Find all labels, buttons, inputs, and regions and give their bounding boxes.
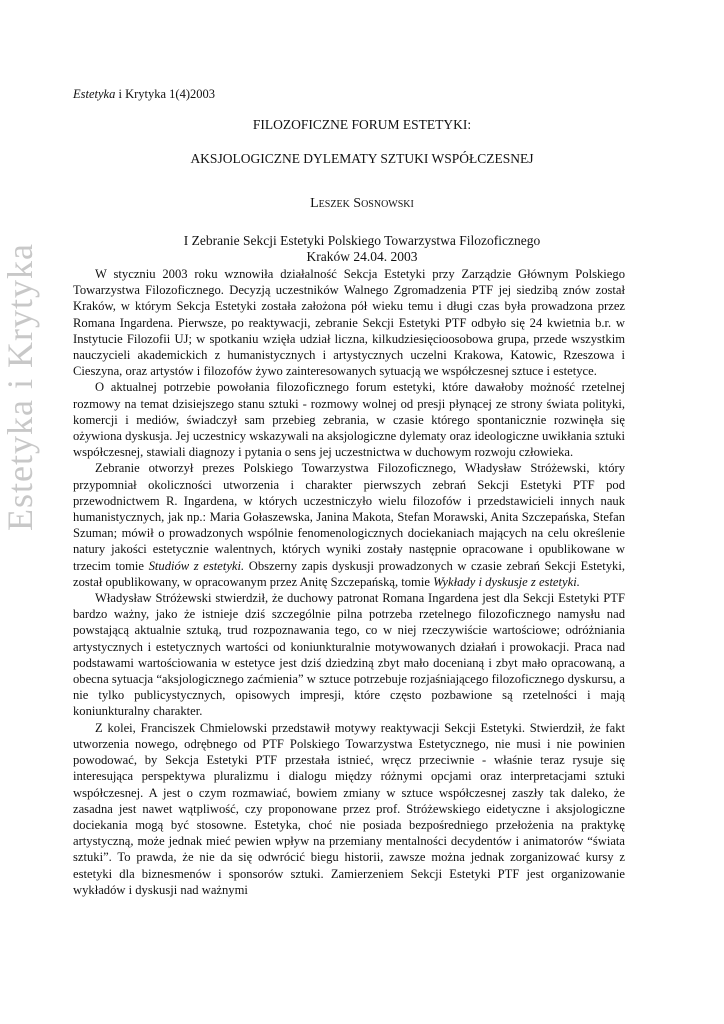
journal-name: Estetyka [73,87,116,101]
event-place-date: Kraków 24.04. 2003 [306,249,418,264]
event-info [0,233,724,265]
paragraph-3-title-wyklady: Wykłady i dyskusje z estetyki. [433,574,580,589]
paragraph-3 [73,460,625,590]
paragraph-3-text-a: Zebranie otworzył prezes Polskiego Towarzystwa Filozoficznego, Władysław Stróżewski, który przypomniał okoliczności utworzenia i charakter pierwszych zebrań Sekcji Estetyki PTF pod przewodnictwem R. Ingardena, w których uczestniczyło wielu filozofów i przedstawicieli innych nauk humanistycznych, jak np.: Maria Gołaszewska, Janina Makota, Stefan Morawski, Anita Szczepańska, Stefan Szuman; mówił o prowadzonych wspólnie fenomenologicznych dociekaniach mających na celu określenie natury jakości estetycznie walentnych, których wyniki zostały następnie opracowane i opublikowane w trzecim tomie [73,461,625,573]
title-line-1: FILOZOFICZNE FORUM ESTETYKI: [252,117,472,132]
paragraph-4: Władysław Stróżewski stwierdził, że duchowy patronat Romana Ingardena jest dla Sekcji Estetyki PTF bardzo ważny, jako że istnieje dziś szczególnie pilna potrzeba rzetelnego filozoficznego namysłu nad powstającą aktualnie sztuką, trud rozpoznawania tego, co w niej rzeczywiście wartościowe; odróżniania artystycznych i estetycznych wartości od koniunkturalnie motywowanych działań i prowokacji. Praca nad podstawami wartościowania w estetyce jest dziś dziedziną zbyt mało docenianą i zbyt mało opracowaną, a obecna sytuacja “aksjologicznego zaćmienia” w sztuce potrzebuje rozjaśniającego filozoficznego dyskursu, a nie tylko publicystycznych, opisowych impresji, które często pozbawione są rzetelności i mają koniunkturalny charakter. [73,591,625,719]
paragraph-3-title-studiow: Studiów z estetyki. [148,558,245,573]
watermark: Estetyka i Krytyka [0,243,40,531]
event-title: I Zebranie Sekcji Estetyki Polskiego Towarzystwa Filozoficznego [183,233,541,248]
journal-issue: i Krytyka 1(4)2003 [115,87,215,101]
title-line-2: AKSJOLOGICZNE DYLEMATY SZTUKI WSPÓŁCZESNEJ [190,151,534,166]
paragraph-3-text-b: Obszerny zapis dyskusji prowadzonych w czasie zebrań Sekcji Estetyki, został opublikowany, w opracowanym przez Anitę Szczepańską, tomie [73,558,625,589]
author-name: Leszek Sosnowski [310,196,414,211]
paragraph-5: Z kolei, Franciszek Chmielowski przedstawił motywy reaktywacji Sekcji Estetyki. Stwierdził, że fakt utworzenia nowego, odrębnego od PTF Polskiego Towarzystwa Estetycznego, nie musi i nie powinien powodować, by Sekcja Estetyki PTF przestała istnieć, wręcz przeciwnie - właśnie teraz rysuje się interesująca perspektywa pluralizmu i dialogu między różnymi opcjami oraz interpretacjami sztuki współczesnej. A jest o czym rozmawiać, bowiem zmiany w sztuce współczesnej zaszły tak daleko, że zasadna jest nawet wątpliwość, czy proponowane przez prof. Stróżewskiego eidetyczne i aksjologiczne dociekania mogą być stosowne. Estetyka, choć nie posiada bezpośredniego przełożenia na praktykę artystyczną, może jednak mieć pewien wpływ na przemiany mentalności decydentów i animatorów “świata sztuki”. To prawda, że nie da się odwrócić biegu historii, zawsze można jednak zorganizować kursy z estetyki dla biznesmenów i sponsorów sztuki. Zamierzeniem Sekcji Estetyki PTF jest organizowanie wykładów i dyskusji nad ważnymi [73,720,625,897]
journal-reference [73,87,215,102]
article-body [73,266,625,898]
paragraph-2: O aktualnej potrzebie powołania filozoficznego forum estetyki, które dawałoby możność rzetelnej rozmowy na temat dzisiejszego stanu sztuki - rozmowy wolnej od presji płynącej ze strony świata polityki, komercji i mediów, świadczył sam przebieg zebrania, w czasie którego spontanicznie rozwinęła się ożywiona dyskusja. Jej uczestnicy wskazywali na aksjologiczne dylematy oraz ideologiczne uwikłania sztuki współczesnej, stawiali diagnozy i pytania o sens jej uczestnictwa w duchowym rozwoju człowieka. [73,380,625,460]
paragraph-1: W styczniu 2003 roku wznowiła działalność Sekcja Estetyki przy Zarządzie Głównym Polskiego Towarzystwa Filozoficznego. Decyzją uczestników Walnego Zgromadzenia PTF jej siedzibą znów został Kraków, w którym Sekcja Estetyki została założona pół wieku temu i długi czas była prowadzona przez Romana Ingardena. Pierwsze, po reaktywacji, zebranie Sekcji Estetyki PTF odbyło się 24 kwietnia b.r. w Instytucie Filozofii UJ; w spotkaniu wzięła udział liczna, kilkudziesięcioosobowa grupa, przede wszystkim nauczycieli akademickich z humanistycznych i artystycznych uczelni Krakowa, Katowic, Rzeszowa i Cieszyna, oraz artystów i filozofów żywo zainteresowanych sytuacją we współczesnej sztuce i estetyce. [73,267,625,379]
